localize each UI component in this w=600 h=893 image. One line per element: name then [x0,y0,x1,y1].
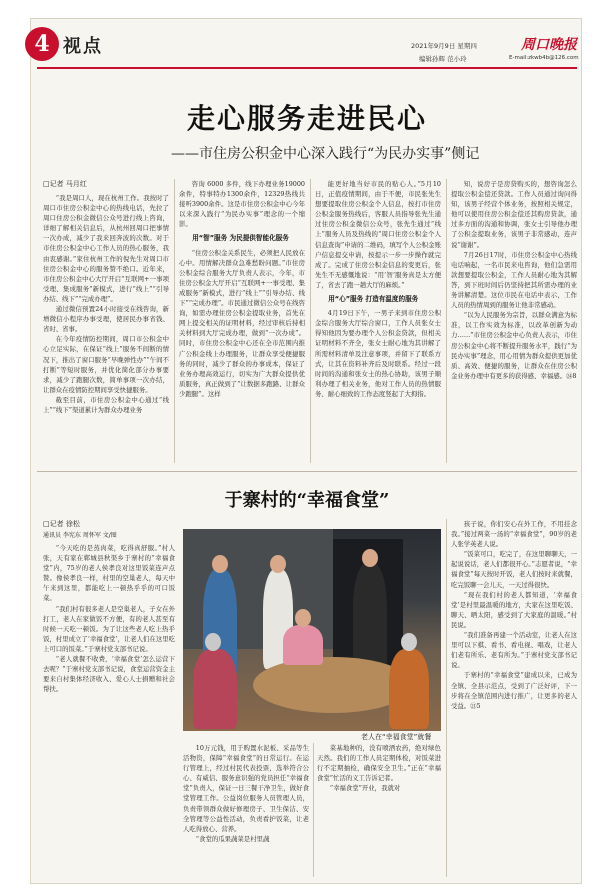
paragraph: 通过微信预置24小时接受在线咨询，新增微信小程序办事受理，使居民办事省钱、省时、省事。 [43,305,169,334]
paragraph: 孩子说，你们安心在外工作，不用挂念我。”接过两菜一汤的“幸福食堂”，90岁的老人张学英老人说。 [451,520,577,549]
section-subtitle: 用“心”服务 打造有温度的服务 [328,295,419,304]
article-1-column-4 [451,179,577,461]
paragraph: “我是周口人，现在杭州工作。我按时了周口市住房公积金中心的热线电话，先拉了周口住房公积金微信公众号进行线上咨询，详细了解相关信息后，从杭州回周口把事情一次办成，减少了我来回奔波的次数。对于市住房公积金中心工作人员的热心服务，我由衷感谢。”家住杭州工作的倪先生对周口市住房公积金中心的服务赞不绝口。近年来，市住房公积金中心大厅开启“互联网+一事项受理、集成服务”新模式，进行“线上”“引导办结、线下”“完成办理”。 [43,194,169,303]
article-1-column-2 [179,179,305,461]
article-2-byline-reporter: □记者 徐松 [43,520,80,528]
photo-person-head [295,609,311,627]
paragraph: “老人就餐不收费，‘幸福食堂’怎么运营下去呢？”于寨村党支部书记说，食堂运营资金主要来自村集体经济收入、爱心人士捐赠和社会帮扶。 [43,655,175,694]
article-2-byline-correspondent: 通讯员 李宪东 周怀军 文/图 [43,532,117,539]
article-1-headline: 走心服务走进民心 [186,102,427,135]
paragraph: 知，说房子是房贷购买的，想咨询怎么提取公积金偿还贷款。工作人员通过询问得知，该男子经营个体业务，按照相关规定，他可以使用住房公积金偿还其购房贷款，通过多方面的沟通和协调，张女士引导他办理了公积金提取业务，该男子非常感动，连声说“谢谢”。 [451,180,577,249]
paragraph: “今天吃的是蒸肉菜，吃得真舒服。”村人张，天有家在郸城县秋渠乡于寨村的“幸福食堂”内，75岁的老人侯孝良对这里饭菜连声点赞。像侯孝良一样，村里的空巢老人，每天中午来到这里，都能吃上一顿热乎乎的可口饭菜。 [43,544,175,603]
article-1-column-1 [43,193,169,461]
photo-caption: 老人在“幸福食堂”就餐 [361,733,432,741]
article-1-subhead: ——市住房公积金中心深入践行“为民办实事”侧记 [171,146,480,162]
article-2-headline: 于寨村的“幸福食堂” [224,490,390,511]
newspaper-brand: 周口晚报 [521,37,577,53]
page-number: 4 [25,27,59,61]
photo-person-head [270,555,286,573]
paragraph: 截至目前，市住房公积金中心通过“线上”“线下”渠道累计为群众办理业务 [43,395,169,414]
dining-hall-photo [183,529,441,731]
article-1-byline: □记者 马月红 [43,180,87,188]
article-2-column-4 [451,519,577,877]
newspaper-page [30,18,582,884]
editor-credit: 编辑孙辉 范小玲 [419,55,467,63]
paragraph: “我们村有很多老人是空巢老人，子女在外打工，老人在家做饭不方便，有的老人甚至有时候一天吃一顿饭。为了让这些老人吃上热乎饭，村里成立了‘幸福食堂’，让老人们在这里吃上可口的饭菜。”于寨村党支部书记说。 [43,604,175,653]
paragraph: 4月19日下午，一男子来到市住房公积金综合服务大厅综合窗口，工作人员张女士得知他因为要办理个人公积金贷款，但相关证明材料不齐全，张女士耐心地为其讲解了所需材料清单及注意事项，并留下了联系方式，让其在资料补齐后及时联系。经过一段时间的沟通和张女士的热心协助，该男子顺利办理了相关业务，他对工作人员的热情服务、耐心细致的工作态度竖起了大拇指。 [315,309,441,398]
photo-person-head [212,555,228,573]
paragraph: 在今年疫情防控期间，周口市公积金中心立足实际，在保证“线上”服务不间断的情况下，推出了窗口服务“早晚弹性办”“午间不打断”等短时服务，并优化简化部分办事要求，减少了跑腿次数，简单事项一次办结，让群众在疫情防控期间享受快捷服务。 [43,335,169,394]
paragraph: “幸福食堂”开业，我就对 [329,784,401,793]
photo-person-head [401,633,417,651]
paragraph: “我们准备再建一个活动室，让老人在这里可以下棋、看书、看电视、唱戏，让老人们老有所乐、老有所为。”于寨村党支部书记说。 [451,631,577,670]
article-2-column-1 [43,543,175,877]
paragraph: “以为人民服务为宗旨，以群众满意为标准，以工作实效为标准，以改革创新为动力……”市住房公积金中心负责人表示，市住房公积金中心将不断提升服务水平，践行“为民办实事”理念，用心用情为群众提供更加优质、高效、便捷的服务，让群众在住房公积金业务办理中有更多的获得感、幸福感。㉔8 [451,311,577,380]
section-title: 视点 [63,36,103,57]
photo-person-head [205,633,221,651]
paragraph: 于寨村的“幸福食堂”建成以来，已成为全镇、全县示范点，受到了广泛好评，下一步将在全镇范围内进行推广，让更多的老人受益。㉑5 [451,671,577,710]
paragraph: “饭菜可口，吃完了，在这里聊聊天，一起说说话，老人们都很开心。”志愿者说，“幸福食堂”每天按时开饭，老人们按时来就餐，吃完饭聊一会儿天，一天过得很快。 [451,550,577,589]
column-divider [310,179,311,463]
paragraph: 菜基地种的，没有喷洒农药，绝对绿色天然。我们的工作人员定期体检，对饭菜进行不定期抽检，确保安全卫生。”正在“幸福食堂”忙活的义工告诉记者。 [317,744,441,783]
photo-person [193,649,237,729]
contact-email: E-mail:zkwb4b@126.com [509,55,579,61]
paragraph: 咨询 6000 多件，线下办理业务19000余件，特事特办1300余件，12329热线共接听3900余件。这是市住房公积金中心今年以来深入践行“为民办实事”理念的一个缩影。 [179,180,305,229]
photo-person [353,563,387,673]
paragraph: “食堂的瓜果蔬菜是村里蔬 [195,834,270,843]
article-1-column-3 [315,179,441,461]
paragraph: “住房公积金关系民生，必须把人民放在心中。用情解决群众急难愁盼问题。”市住房公积金综合服务大厅负责人表示，今年，市住房公积金大厅开启“互联网+一事受理、集成服务”新模式，进行“线上”“引导办结、线下”“完成办理”。市民通过微信公众号在线咨询，如需办理住房公积金提取业务，首先在网上提交相关的证明材料，经过审核后持相关材料到大厅完成办理，做到“一次办成”。同时，市住房公积金中心还在全市范围内推广公积金线上办理服务，让群众享受便捷服务的同时，减少了群众的办事成本，保证了业务办理高效运行，切实为广大群众提供优质服务，真正做到了“让数据多跑路、让群众少跑腿”。这样 [179,248,305,398]
column-divider [174,179,175,463]
photo-person-head [362,549,378,567]
paragraph: 能更好地当好市民的贴心人。”5月10日，正值疫情期间，由于不便，市民张先生想要提取住房公积金个人信息，按打市住房公积金服务热线后，客服人员指导张先生通过住房公积金微信公众号，张先生通过“线上”服务人员及热线的“周口住房公积金个人信息查询”申请的二维码，填写个人公积金账户信息提交申请，按提示一步一步操作就完成了。完成了住房公积金信息的变更后，张先生不无感慨地说：“用‘智’服务真是太方便了，省去了跑一趟大厅的麻烦。” [315,180,441,289]
column-divider [446,519,447,877]
column-divider [313,743,314,877]
masthead-rule [37,67,577,69]
photo-person [389,649,429,729]
article-2-column-3 [317,743,441,877]
issue-date: 2021年9月9日 星期四 [411,42,477,50]
paragraph: “现在我们村的老人都知道，‘幸福食堂’是村里最温暖的地方，大家在这里吃饭、聊天、晒太阳，感受到了大家庭的温暖。”村民说。 [451,590,577,629]
masthead [31,19,583,75]
paragraph: 7月26日17时，市住房公积金中心热线电话响起，一名市民来电咨询，他们急需用款想要提取公积金，工作人员耐心地为其解答，到下班时间后仍坚持把其所需办理的业务讲解清楚。这位市民在电话中表示，工作人员的热情周到的服务让他非常感动。 [451,250,577,310]
article-2-column-2 [183,743,309,877]
column-divider [446,179,447,463]
photo-person [283,625,323,665]
paragraph: 10万元钱，用于购置水泥板、采品等生活物资，保障“幸福食堂”的日常运行。在运行管理上，经过村民代表投票，选举符合公心、有威信、服务意识强的党员担任“幸福食堂”负责人，保证一日三餐干净卫生，做好食堂管理工作。公益岗位服务人员管理人员，负责带领群众做好修理房子、卫生保洁、安全管理等公益性活动，负责看护饭菜，让老人吃得放心、营养。 [183,744,309,833]
section-subtitle: 用“智”服务 为民提供智能化服务 [192,234,289,243]
